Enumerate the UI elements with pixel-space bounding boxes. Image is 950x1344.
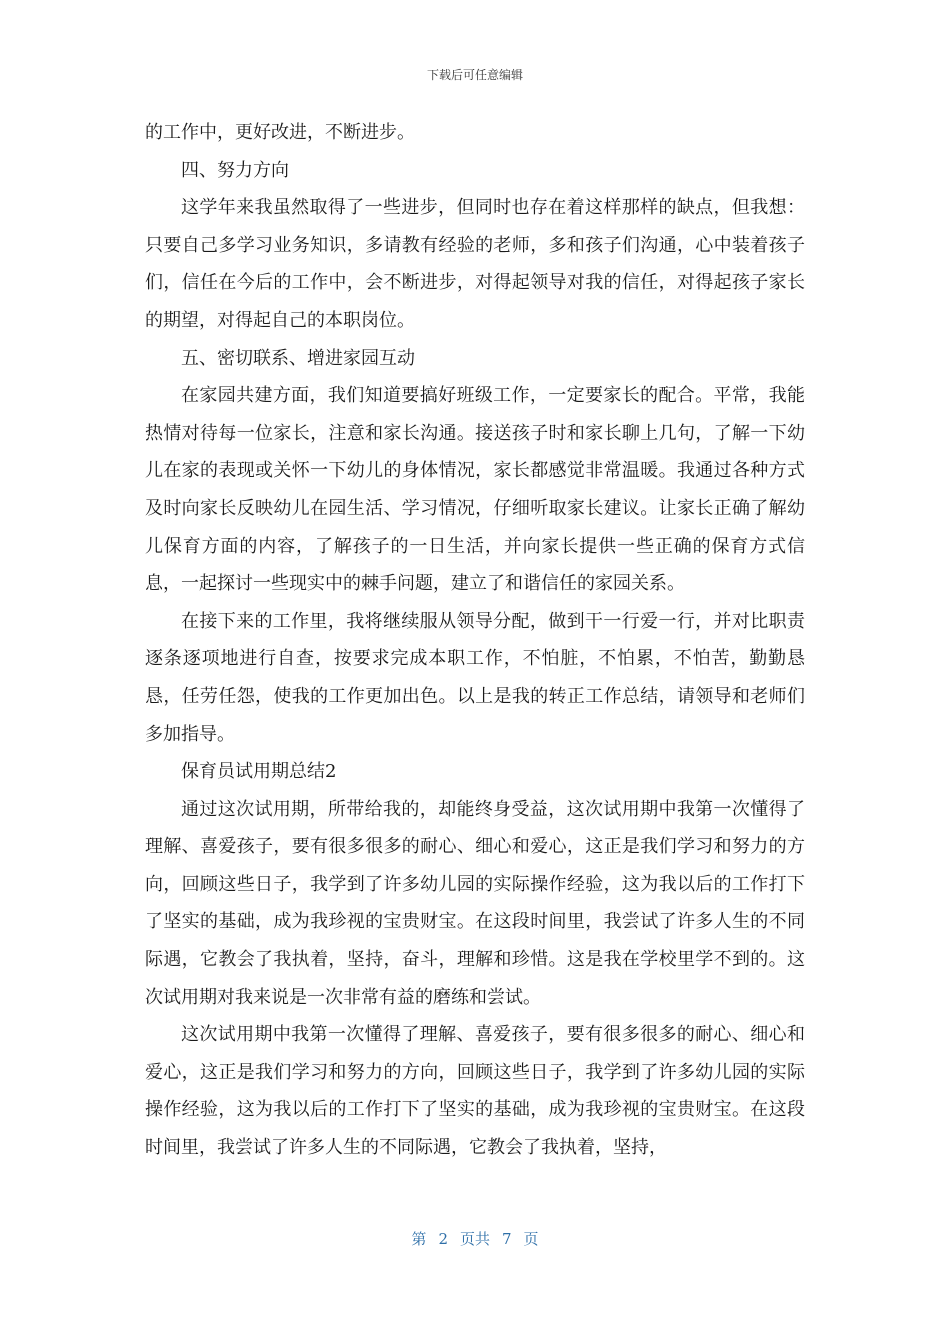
header-note: 下载后可任意编辑 (426, 68, 523, 82)
footer-prefix: 第 (411, 1230, 427, 1248)
footer-page-number: 2 (438, 1230, 448, 1248)
footer-total-pages: 7 (502, 1230, 512, 1248)
footer-suffix: 页 (523, 1230, 539, 1248)
paragraph: 在接下来的工作里，我将继续服从领导分配，做到干一行爱一行，并对比职责逐条逐项地进行自查，按要求完成本职工作，不怕脏，不怕累，不怕苦，勤勤恳恳，任劳任怨，使我的工作更加出色。以上是我的转正工作总结，请领导和老师们多加指导。 (145, 610, 805, 745)
section-heading: 四、努力方向 (181, 159, 289, 181)
footer-middle: 页共 (459, 1230, 490, 1248)
paragraph: 这学年来我虽然取得了一些进步，但同时也存在着这样那样的缺点，但我想：只要自己多学习业务知识，多请教有经验的老师，多和孩子们沟通，心中装着孩子们，信任在今后的工作中，会不断进步，对得起领导对我的信任，对得起孩子家长的期望，对得起自己的本职岗位。 (145, 197, 805, 331)
paragraph: 在家园共建方面，我们知道要搞好班级工作，一定要家长的配合。平常，我能热情对待每一位家长，注意和家长沟通。接送孩子时和家长聊上几句，了解一下幼儿在家的表现或关怀一下幼儿的身体情况，家长都感觉非常温暖。我通过各种方式及时向家长反映幼儿在园生活、学习情况，仔细听取家长建议。让家长正确了解幼儿保育方面的内容，了解孩子的一日生活，并向家长提供一些正确的保育方式信息，一起探讨一些现实中的棘手问题，建立了和谐信任的家园关系。 (145, 385, 805, 595)
page-number-footer (0, 1228, 950, 1249)
section-heading: 五、密切联系、增进家园互动 (181, 347, 415, 369)
document-body (145, 114, 805, 1167)
paragraph: 的工作中，更好改进，不断进步。 (145, 122, 415, 143)
paragraph: 通过这次试用期，所带给我的，却能终身受益，这次试用期中我第一次懂得了理解、喜爱孩子，要有很多很多的耐心、细心和爱心，这正是我们学习和努力的方向，回顾这些日子，我学到了许多幼儿园的实际操作经验，这为我以后的工作打下了坚实的基础，成为我珍视的宝贵财宝。在这段时间里，我尝试了许多人生的不同际遇，它教会了我执着，坚持，奋斗，理解和珍惜。这是我在学校里学不到的。这次试用期对我来说是一次非常有益的磨练和尝试。 (145, 798, 805, 1008)
paragraph: 这次试用期中我第一次懂得了理解、喜爱孩子，要有很多很多的耐心、细心和爱心，这正是我们学习和努力的方向，回顾这些日子，我学到了许多幼儿园的实际操作经验，这为我以后的工作打下了坚实的基础，成为我珍视的宝贵财宝。在这段时间里，我尝试了许多人生的不同际遇，它教会了我执着，坚持， (145, 1024, 805, 1159)
section-heading: 保育员试用期总结2 (181, 761, 337, 783)
